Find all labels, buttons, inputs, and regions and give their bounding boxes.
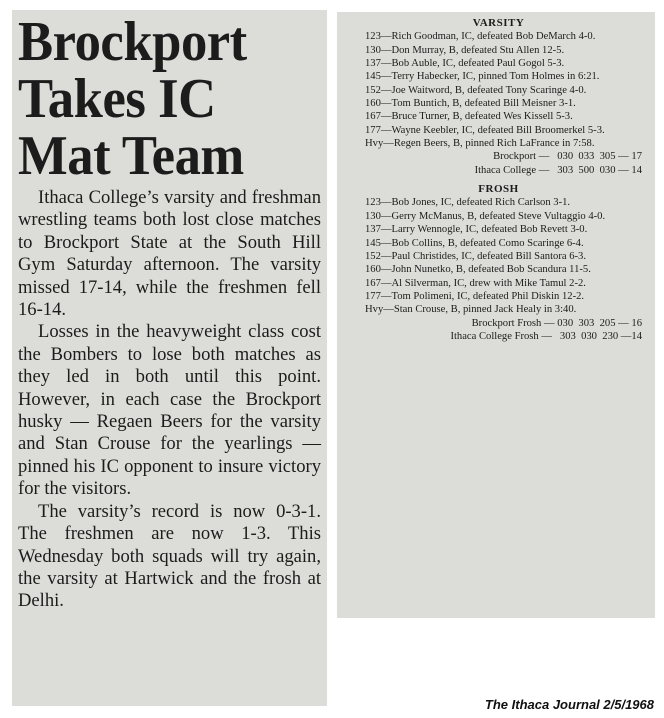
source-credit: The Ithaca Journal 2/5/1968: [484, 697, 654, 712]
frosh-title: FROSH: [478, 183, 519, 196]
headline-line-2: Takes IC: [18, 68, 216, 130]
frosh-result: 130—Gerry McManus, B, defeated Steve Vultaggio 4-0.: [365, 210, 606, 222]
article-clipping: [12, 10, 327, 706]
article-paragraph-2: Losses in the heavyweight class cost the Bombers to lose both matches as they led in both until this point. However, in each case the Brockport husky — Regaen Beers for the varsity and Stan Crouse for the yearlings — pinned his IC opponent to insure victory for the visitors.: [18, 321, 321, 500]
frosh-result: 177—Tom Polimeni, IC, defeated Phil Diskin 12-2.: [365, 290, 585, 302]
varsity-result: 145—Terry Habecker, IC, pinned Tom Holmes in 6:21.: [365, 71, 600, 83]
varsity-result: 167—Bruce Turner, B, defeated Wes Kissell 5-3.: [365, 111, 573, 123]
results-clipping: [337, 12, 655, 618]
varsity-result: 152—Joe Waitword, B, defeated Tony Scaringe 4-0.: [365, 84, 587, 96]
frosh-result: 123—Bob Jones, IC, defeated Rich Carlson 3-1.: [365, 197, 571, 209]
frosh-result: 160—John Nunetko, B, defeated Bob Scandura 11-5.: [365, 264, 591, 276]
varsity-result: 123—Rich Goodman, IC, defeated Bob DeMarch 4-0.: [365, 31, 596, 43]
frosh-score-ithaca: Ithaca College Frosh — 303 030 230 —14: [450, 330, 642, 342]
article-paragraph-1: Ithaca College’s varsity and freshman wrestling teams both lost close matches to Brockport State at the South Hill Gym Saturday afternoon. The varsity missed 17-14, while the freshmen fell 16-14.: [18, 187, 321, 321]
frosh-result: Hvy—Stan Crouse, B, pinned Jack Healy in 3:40.: [365, 304, 577, 316]
varsity-score-brockport: Brockport — 030 033 305 — 17: [493, 151, 642, 163]
frosh-results: [347, 196, 650, 316]
varsity-score-ithaca: Ithaca College — 303 500 030 — 14: [474, 164, 642, 176]
headline: [18, 11, 321, 187]
article-body: [18, 187, 321, 613]
varsity-title: VARSITY: [472, 17, 525, 29]
frosh-result: 145—Bob Collins, B, defeated Como Scaringe 6-4.: [365, 237, 584, 249]
frosh-result: 152—Paul Christides, IC, defeated Bill Santora 6-3.: [365, 250, 586, 262]
varsity-result: Hvy—Regen Beers, B, pinned Rich LaFrance in 7:58.: [365, 138, 595, 150]
frosh-result: 137—Larry Wennogle, IC, defeated Bob Revett 3-0.: [365, 224, 588, 236]
frosh-result: 167—Al Silverman, IC, drew with Mike Tamul 2-2.: [365, 277, 586, 289]
varsity-result: 177—Wayne Keebler, IC, defeated Bill Broomerkel 5-3.: [365, 124, 605, 136]
frosh-score-brockport: Brockport Frosh — 030 303 205 — 16: [471, 317, 642, 329]
headline-line-1: Brockport: [18, 11, 247, 73]
varsity-result: 160—Tom Buntich, B, defeated Bill Meisner 3-1.: [365, 98, 576, 110]
headline-line-3: Mat Team: [18, 125, 244, 187]
varsity-result: 137—Bob Auble, IC, defeated Paul Gogol 5-3.: [365, 58, 565, 70]
varsity-result: 130—Don Murray, B, defeated Stu Allen 12-5.: [365, 44, 565, 56]
article-paragraph-3: The varsity’s record is now 0-3-1. The freshmen are now 1-3. This Wednesday both squads will try again, the varsity at Hartwick and the frosh at Delhi.: [18, 500, 321, 612]
varsity-results: [347, 30, 650, 150]
